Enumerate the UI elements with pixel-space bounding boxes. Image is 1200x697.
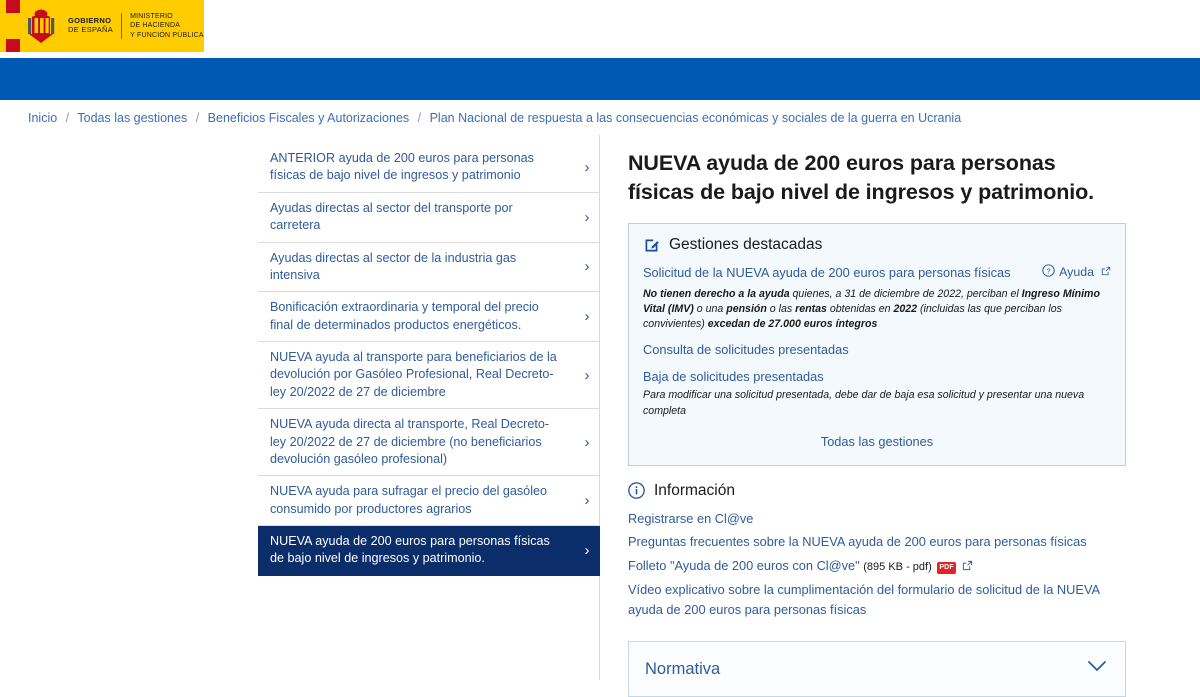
note-part-6: o las (766, 302, 796, 315)
spain-flag-icon (6, 0, 20, 52)
nav-item-label: Ayudas directas al sector de la industria gas intensiva (270, 250, 517, 282)
solicitud-row (643, 264, 1111, 281)
chevron-right-icon: › (584, 433, 590, 451)
chevron-right-icon: › (584, 492, 590, 510)
breadcrumb-separator: / (65, 111, 70, 125)
featured-card-header (643, 236, 1111, 254)
help-circle-svg (1042, 264, 1055, 277)
header-blue-band (0, 58, 1200, 100)
ministry-line-1: MINISTERIO (130, 13, 173, 21)
solicitud-link[interactable]: Solicitud de la NUEVA ayuda de 200 euros para personas físicas (643, 265, 1011, 281)
section-nav-list (258, 143, 600, 576)
external-link-icon (1101, 265, 1111, 279)
edit-document-icon (643, 237, 660, 254)
breadcrumb-item-beneficios-fiscales[interactable]: Beneficios Fiscales y Autorizaciones (207, 111, 410, 125)
info-line (628, 580, 1126, 619)
note-part-11: excedan de 27.000 euros íntegros (707, 318, 878, 331)
accordion-title: Normativa (645, 659, 721, 678)
chevron-down-svg (1087, 660, 1107, 673)
preguntas-frecuentes-link[interactable]: Preguntas frecuentes sobre la NUEVA ayuda de 200 euros para personas físicas (628, 534, 1087, 550)
chevron-right-icon: › (584, 158, 590, 176)
nav-item-anterior-ayuda-200[interactable] (258, 143, 600, 193)
pdf-icon: PDF (937, 562, 956, 575)
ministry-line-2: DE HACIENDA (130, 22, 181, 30)
chevron-right-icon: › (584, 258, 590, 276)
chevron-right-icon: › (584, 541, 590, 559)
breadcrumb-item-todas-las-gestiones[interactable]: Todas las gestiones (77, 111, 188, 125)
nav-item-bonificacion-precio-final[interactable] (258, 292, 600, 342)
info-line (628, 509, 1126, 528)
breadcrumb-separator: / (417, 111, 422, 125)
note-part-4: o una (693, 302, 727, 315)
ministry-line-3: Y FUNCIÓN PÚBLICA (130, 31, 204, 39)
main-content (0, 135, 1200, 680)
note-part-8: obtenidas en (826, 302, 894, 315)
featured-card-title: Gestiones destacadas (669, 236, 823, 254)
external-link-svg (1101, 266, 1111, 276)
nav-item-label: Ayudas directas al sector del transporte por carretera (270, 200, 513, 233)
nav-item-label: Bonificación extraordinaria y temporal del precio final de determinados productos energéticos. (270, 300, 539, 332)
registrarse-clave-link[interactable]: Registrarse en Cl@ve (628, 510, 754, 526)
nav-item-label: NUEVA ayuda directa al transporte, Real Decreto-ley 20/2022 de 27 de diciembre (no beneficiarios devolución gasóleo profesional) (270, 417, 550, 466)
nav-item-ayuda-directa-transporte[interactable] (258, 409, 600, 476)
info-circle-icon (628, 482, 645, 499)
note-part-5: pensión (726, 302, 767, 315)
nav-item-gasoleo-productores-agrarios[interactable] (258, 476, 600, 526)
accordion-normativa[interactable] (628, 641, 1126, 697)
note-part-3: Ingreso Mínimo Vital (IMV) (643, 287, 1100, 315)
breadcrumb-item-inicio[interactable]: Inicio (28, 111, 58, 125)
info-circle-svg (628, 482, 645, 499)
info-line (628, 556, 1126, 576)
nav-item-industria-gas-intensiva[interactable] (258, 243, 600, 293)
note-part-2: quienes, a 31 de diciembre de 2022, perciban el (789, 287, 1022, 300)
folleto-file-meta: (895 KB - pdf) (863, 560, 932, 573)
government-brand[interactable] (0, 0, 204, 52)
nav-item-label: NUEVA ayuda para sufragar el precio del gasóleo consumido por productores agrarios (270, 484, 547, 516)
featured-procedures-card (628, 223, 1126, 466)
edit-document-svg (643, 237, 660, 254)
baja-note: Para modificar una solicitud presentada, debe dar de baja esa solicitud y presentar una nueva completa (643, 389, 1085, 417)
chevron-right-icon: › (584, 366, 590, 384)
todas-las-gestiones-link[interactable]: Todas las gestiones (820, 433, 934, 449)
breadcrumb-item-current: Plan Nacional de respuesta a las consecuencias económicas y sociales de la guerra en Ucrania (429, 111, 962, 125)
nav-item-label: NUEVA ayuda de 200 euros para personas físicas de bajo nivel de ingresos y patrimonio. (270, 534, 550, 566)
right-column (600, 135, 1200, 680)
note-part-1: No tienen derecho a la ayuda (643, 287, 790, 300)
brand-divider (121, 13, 122, 39)
baja-solicitudes-link[interactable]: Baja de solicitudes presentadas (643, 369, 824, 385)
consulta-solicitudes-link[interactable]: Consulta de solicitudes presentadas (643, 342, 849, 358)
baja-row (643, 368, 1111, 419)
svg-text:?: ? (1046, 266, 1051, 276)
solicitud-note (643, 287, 1111, 333)
left-column (0, 135, 600, 680)
coat-of-arms-icon (24, 5, 58, 47)
brand-line-2: DE ESPAÑA (68, 25, 114, 34)
external-link-icon (962, 557, 973, 576)
ayuda-link[interactable] (1042, 264, 1111, 280)
note-part-7: rentas (795, 302, 827, 315)
all-procedures-row (643, 433, 1111, 451)
note-part-9: 2022 (893, 302, 918, 315)
brand-text (68, 17, 113, 35)
chevron-right-icon: › (584, 308, 590, 326)
page-title: NUEVA ayuda de 200 euros para personas físicas de bajo nivel de ingresos y patrimonio. (628, 151, 1095, 205)
breadcrumb (0, 100, 1200, 135)
breadcrumb-separator: / (195, 111, 200, 125)
chevron-right-icon: › (584, 208, 590, 226)
note-part-10: (incluidas las que perciban los convivientes) (643, 302, 1062, 331)
chevron-down-icon (1087, 660, 1107, 678)
nav-item-transporte-carretera[interactable] (258, 193, 600, 243)
nav-item-nueva-ayuda-200[interactable] (258, 526, 600, 576)
video-explicativo-link[interactable]: Vídeo explicativo sobre la cumplimentación del formulario de solicitud de la NUEVA ayuda de 200 euros para personas físicas (628, 582, 1100, 617)
ayuda-link-label: Ayuda (1059, 265, 1094, 280)
help-circle-icon (1042, 264, 1055, 280)
info-line (628, 532, 1126, 551)
nav-item-label: NUEVA ayuda al transporte para beneficiarios de la devolución por Gasóleo Profesional, Real Decreto-ley 20/2022 de 27 de diciembre (270, 350, 557, 399)
nav-item-ayuda-transporte-gasoleo-profesional[interactable] (258, 342, 600, 409)
brand-line-1: GOBIERNO (68, 16, 112, 26)
folleto-pdf-link[interactable]: Folleto "Ayuda de 200 euros con Cl@ve" (628, 557, 860, 573)
information-header (628, 482, 1126, 500)
ministry-text (130, 12, 204, 39)
nav-item-label: ANTERIOR ayuda de 200 euros para personas físicas de bajo nivel de ingresos y patrimonio (270, 151, 534, 183)
information-section (628, 482, 1126, 619)
external-link-svg (962, 560, 973, 571)
information-title: Información (654, 481, 735, 499)
consulta-row (643, 341, 1111, 359)
coat-of-arms-svg (24, 5, 58, 47)
site-header (0, 0, 1200, 58)
